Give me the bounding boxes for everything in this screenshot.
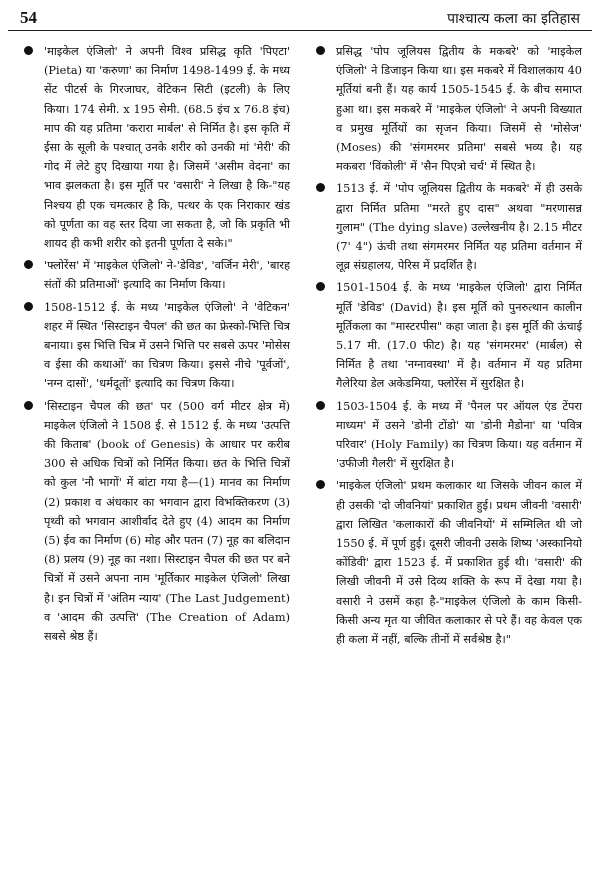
paragraph: प्रसिद्ध 'पोप जूलियस द्वितीय के मकबरे' को 'माइकेल एंजिलो' ने डिजाइन किया था। इस मकबरे में विशालकाय 40 मूर्तियां बनी हैं। यह कार्य 1505-1545 ई. के बीच समाप्त हुआ था। इस मकबरे में 'माइकेल एंजिलो' ने अपनी विख्यात व प्रमुख मूर्तियों का सृजन किया। जिसमें से 'मोसेज' (Moses) की 'संगमरमर प्रतिमा' सबसे भव्य है। यह मकबरा 'विंकोली' में 'सैन पिएत्रो चर्च' में स्थित है। — [336, 45, 582, 174]
list-item — [22, 298, 290, 394]
list-item — [22, 256, 290, 294]
right-column — [314, 42, 582, 652]
bullet-icon — [24, 302, 33, 311]
left-column — [22, 42, 290, 649]
list-item — [22, 42, 290, 253]
bullet-icon — [316, 46, 325, 55]
bullet-icon — [316, 480, 325, 489]
list-item — [314, 397, 582, 474]
paragraph: 'माइकेल एंजिलो' प्रथम कलाकार था जिसके जीवन काल में ही उसकी 'दो जीवनियां' प्रकाशित हुई। प्रथम जीवनी 'वसारी' द्वारा लिखित 'कलाकारों की जीवनियों' में सम्मिलित थी जो 1550 ई. में पूर्ण हुई। दूसरी जीवनी उसके शिष्य 'अस्कानियो कोंडिवी' द्वारा 1523 ई. में प्रकाशित हुई थी। 'वसारी' की लिखी जीवनी में उसे दिव्य शक्ति के रूप में देखा गया है। वसारी ने उसमें कहा है-"माइकेल एंजिलो के काम किसी-किसी अन्य मृत या जीवित कलाकार से परे हैं। वह केवल एक ही कला में नहीं, बल्कि तीनों में सर्वश्रेष्ठ है।" — [336, 479, 582, 647]
list-item — [314, 179, 582, 275]
page-number: 54 — [20, 8, 37, 27]
paragraph: 1501-1504 ई. के मध्य 'माइकेल एंजिलो' द्वारा निर्मित मूर्ति 'डेविड' (David) है। इस मूर्ति को पुनरुत्थान कालीन मूर्तिकला का "मास्टरपीस" कहा जाता है। इस मूर्ति की ऊंचाई 5.17 मी. (17.0 फीट) है। यह 'संगमरमर' (मार्बल) से निर्मित है तथा 'नग्नावस्था' में है। वर्तमान में यह प्रतिमा गैलेरिया डेल अकेडमिया, फ्लोरेंस में सुरक्षित है। — [336, 281, 582, 391]
paragraph: 1503-1504 ई. के मध्य में 'पैनल पर ऑयल एंड टेंपरा माध्यम' में उसने 'डोनी टोंडो' या 'डोनी मैडोना' या 'पवित्र परिवार' (Holy Family) का चित्रण किया। यह वर्तमान में 'उफीजी गैलरी' में सुरक्षित है। — [336, 399, 582, 471]
list-item — [314, 42, 582, 176]
running-title: पाश्चात्य कला का इतिहास — [447, 11, 580, 27]
bullet-icon — [24, 401, 33, 410]
paragraph: 'फ्लोरेंस' में 'माइकेल एंजिलो' ने-'डेविड', 'वर्जिन मेरी', 'बारह संतों की प्रतिमाओं' इत्यादि का निर्माण किया। — [44, 259, 290, 292]
list-item — [314, 278, 582, 393]
paragraph: 'माइकेल एंजिलो' ने अपनी विश्व प्रसिद्ध कृति 'पिएटा' (Pieta) या 'करुणा' का निर्माण 1498-1499 ई. के मध्य सेंट पीटर्स के गिरजाघर, वेटिकन सिटी (इटली) के लिए किया। 174 सेमी. x 195 सेमी. (68.5 इंच x 76.8 इंच) माप की यह प्रतिमा 'करारा मार्बल' से निर्मित है। इस कृति में ईसा के सूली के पश्चात् उनके शरीर को उनकी मां 'मेरी' की गोद में लेटे हुए दिखाया गया है। जिसमें 'असीम वेदना' का भाव झलकता है। इस मूर्ति पर 'वसारी' ने लिखा है कि-"यह निश्चय ही एक चमत्कार है कि, पत्थर के एक निराकार खंड को पूर्णता का वह स्तर दिया जा सकता है, जो कि प्रकृति भी शायद ही कभी शरीर को इतनी पूर्णता दे सके।" — [44, 45, 290, 251]
bullet-icon — [316, 282, 325, 291]
bullet-icon — [24, 260, 33, 269]
paragraph: 1508-1512 ई. के मध्य 'माइकेल एंजिलो' ने 'वेटिकन' शहर में स्थित 'सिस्टाइन चैपल' की छत का फ्रेस्को-भित्ति चित्र बनाया। इस भित्ति चित्र में उसने भित्ति पर सबसे ऊपर 'मोसेस व ईसा की कथाओं' का चित्रण किया। इससे नीचे 'पूर्वजों', 'नग्न दासों', 'धर्मदूतों' इत्यादि का चित्रण किया। — [44, 300, 290, 391]
paragraph: 'सिस्टाइन चैपल की छत' पर (500 वर्ग मीटर क्षेत्र में) माइकेल एंजिलो ने 1508 ई. से 1512 ई. के मध्य 'उत्पत्ति की किताब' (book of Genesis) के आधार पर करीब 300 से अधिक चित्रों को निर्मित किया। छत के भित्ति चित्रों को कुल 'नौ भागों' में बांटा गया है—(1) मानव का निर्माण (2) प्रकाश व अंधकार का भगवान द्वारा विभक्तिकरण (3) पृथ्वी को भगवान आशीर्वाद देते हुए (4) आदम का निर्माण (5) ईव का निर्माण (6) मोह और पतन (7) नूह का बलिदान (8) प्रलय (9) नूह का नशा। सिस्टाइन चैपल की छत पर बने चित्रों में उसने अपना नाम 'मूर्तिकार माइकेल एंजिलो' लिखा है। इन चित्रों में 'अंतिम न्याय' (The Last Judgement) व 'आदम की उत्पत्ति' (The Creation of Adam) सबसे श्रेष्ठ हैं। — [44, 399, 290, 644]
bullet-icon — [316, 183, 325, 192]
bullet-icon — [24, 46, 33, 55]
paragraph: 1513 ई. में 'पोप जूलियस द्वितीय के मकबरे' में ही उसके द्वारा निर्मित प्रतिमा "मरते हुए दास" अथवा "मरणासन्न गुलाम" (The dying slave) उल्लेखनीय है। 2.15 मीटर (7' 4") ऊंची तथा संगमरमर निर्मित यह प्रतिमा वर्तमान में लूव्र संग्रहालय, पेरिस में प्रदर्शित है। — [336, 182, 582, 273]
list-item — [22, 397, 290, 647]
list-item — [314, 476, 582, 649]
page-header — [8, 6, 592, 31]
bullet-icon — [316, 401, 325, 410]
